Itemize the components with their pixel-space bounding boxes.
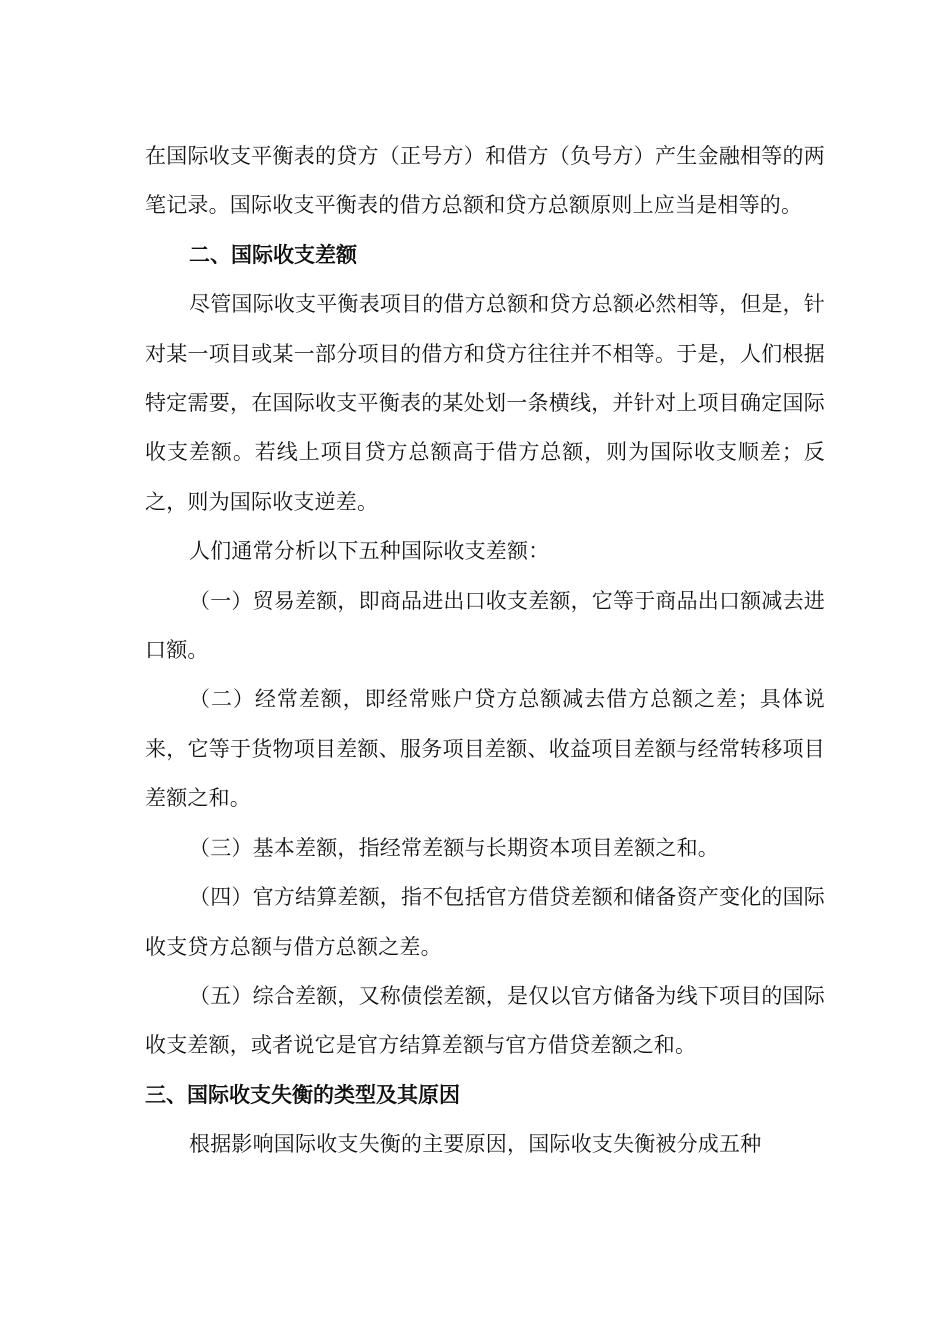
paragraph-balance-intro: 尽管国际收支平衡表项目的借方总额和贷方总额必然相等，但是，针对某一项目或某一部分项目的借方和贷方往往并不相等。于是，人们根据特定需要，在国际收支平衡表的某处划一条横线，并针对上项目确定国际收支差额。若线上项目贷方总额高于借方总额，则为国际收支顺差；反之，则为国际收支逆差。	[145, 292, 825, 514]
list-item-overall-balance: （五）综合差额，又称债偿差额，是仅以官方储备为线下项目的国际收支差额，或者说它是官方结算差额与官方借贷差额之和。	[145, 983, 825, 1058]
list-item-trade-balance: （一）贸易差额，即商品进出口收支差额，它等于商品出口额减去进口额。	[145, 588, 825, 663]
paragraph-imbalance-intro: 根据影响国际收支失衡的主要原因，国际收支失衡被分成五种	[189, 1132, 762, 1157]
section-heading-2: 二、国际收支差额	[189, 242, 357, 267]
list-item-current-balance: （二）经常差额，即经常账户贷方总额减去借方总额之差；具体说来，它等于货物项目差额、服务项目差额、收益项目差额与经常转移项目差额之和。	[145, 687, 825, 811]
document-page	[145, 132, 825, 1170]
paragraph-continuation: 在国际收支平衡表的贷方（正号方）和借方（负号方）产生金融相等的两笔记录。国际收支平衡表的借方总额和贷方总额原则上应当是相等的。	[145, 144, 825, 218]
paragraph-five-types: 人们通常分析以下五种国际收支差额：	[189, 539, 550, 564]
section-heading-3: 三、国际收支失衡的类型及其原因	[145, 1082, 460, 1107]
list-item-official-settlement: （四）官方结算差额，指不包括官方借贷差额和储备资产变化的国际收支贷方总额与借方总额之差。	[145, 885, 825, 959]
list-item-basic-balance: （三）基本差额，指经常差额与长期资本项目差额之和。	[189, 835, 719, 860]
